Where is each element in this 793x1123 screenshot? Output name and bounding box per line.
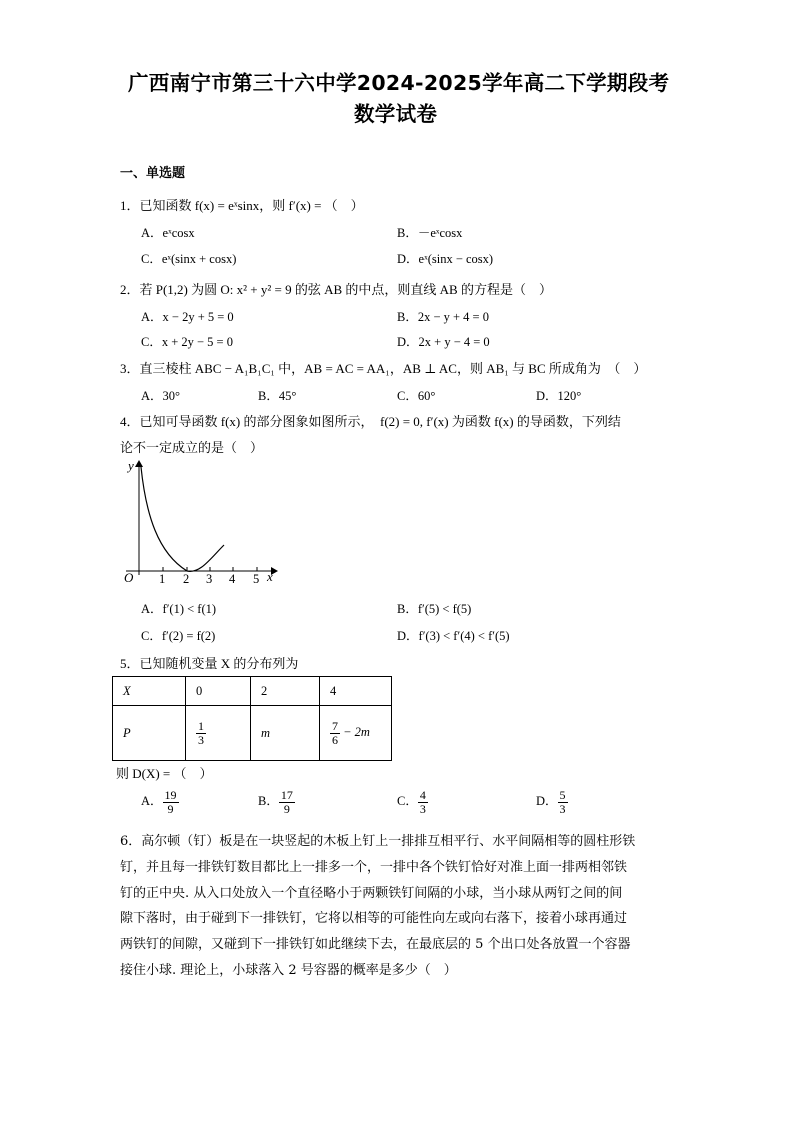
question-1-option-c: C．eˣ(sinx + cosx) bbox=[141, 252, 237, 266]
question-5-option-d bbox=[536, 789, 568, 815]
distribution-table bbox=[112, 676, 392, 761]
tick-label-2: 2 bbox=[183, 572, 190, 586]
table-cell: X bbox=[113, 677, 186, 706]
y-axis-label: y bbox=[128, 458, 134, 473]
fraction bbox=[418, 789, 428, 815]
question-3-option-a: A．30° bbox=[141, 389, 181, 403]
denominator: 3 bbox=[559, 801, 566, 816]
x-axis-label: x bbox=[267, 569, 273, 584]
table-cell: P bbox=[113, 706, 186, 761]
question-5-stem: 5．已知随机变量 X 的分布列为 bbox=[120, 656, 299, 671]
fraction bbox=[163, 789, 179, 815]
question-3-option-b: B．45° bbox=[258, 389, 297, 403]
question-1-option-a: A．eˣcosx bbox=[141, 226, 195, 240]
question-6-line: 接住小球. 理论上，小球落入 2 号容器的概率是多少（ ） bbox=[120, 963, 457, 978]
question-3-option-c: C．60° bbox=[397, 389, 436, 403]
table-cell: m bbox=[251, 706, 320, 761]
denominator: 3 bbox=[198, 732, 204, 747]
option-label: B． bbox=[258, 793, 279, 808]
question-5-after: 则 D(X) = （ ） bbox=[116, 766, 213, 781]
question-4-option-a: A．f′(1) < f(1) bbox=[141, 602, 217, 616]
question-5-option-b bbox=[258, 789, 295, 815]
question-1-option-b: B．－eˣcosx bbox=[397, 226, 463, 240]
question-6-line: 钉，并且每一排铁钉数目都比上一排多一个，一排中各个铁钉恰好对准上面一排两相邻铁 bbox=[120, 860, 628, 875]
numerator: 7 bbox=[332, 718, 338, 733]
numerator: 4 bbox=[419, 788, 426, 802]
function-curve bbox=[141, 467, 224, 571]
numerator: 19 bbox=[164, 788, 177, 802]
option-label: A． bbox=[141, 793, 163, 808]
section-heading: 一、单选题 bbox=[120, 166, 186, 181]
question-5-option-c bbox=[397, 789, 428, 815]
tick-label-4: 4 bbox=[229, 572, 236, 586]
question-2-option-a: A．x − 2y + 5 = 0 bbox=[141, 310, 234, 324]
question-1-stem: 1．已知函数 f(x) = eˣsinx，则 f′(x) = （ ） bbox=[120, 198, 364, 213]
exam-title-line1: 广西南宁市第三十六中学2024-2025学年高二下学期段考 bbox=[128, 71, 670, 95]
table-cell: 0 bbox=[186, 677, 251, 706]
question-2-option-c: C．x + 2y − 5 = 0 bbox=[141, 335, 233, 349]
question-4-stem-line1: 4．已知可导函数 f(x) 的部分图象如图所示， f(2) = 0, f′(x) 为函数 f(x) 的导函数，下列结 bbox=[120, 414, 621, 429]
question-4-stem-line2: 论不一定成立的是（ ） bbox=[120, 440, 264, 455]
fraction bbox=[330, 720, 340, 746]
question-4-option-d: D．f′(3) < f′(4) < f′(5) bbox=[397, 629, 510, 643]
fraction bbox=[558, 789, 568, 815]
expression-tail: − 2m bbox=[343, 724, 370, 739]
table-row bbox=[113, 677, 392, 706]
denominator: 3 bbox=[419, 801, 426, 816]
question-6-line: 钉的正中央. 从入口处放入一个直径略小于两颗铁钉间隔的小球，当小球从两钉之间的间 bbox=[120, 886, 623, 901]
exam-title-line2: 数学试卷 bbox=[354, 102, 438, 126]
question-4-option-b: B．f′(5) < f(5) bbox=[397, 602, 472, 616]
tick-label-3: 3 bbox=[206, 572, 213, 586]
question-3-stem: 3．直三棱柱 ABC − A₁B₁C₁ 中，AB = AC = AA₁，AB ⊥ AC，则 AB₁ 与 BC 所成角为 （ ） bbox=[120, 361, 647, 376]
denominator: 6 bbox=[332, 732, 338, 747]
function-graph bbox=[112, 455, 282, 595]
table-cell bbox=[320, 706, 392, 761]
denominator: 9 bbox=[283, 801, 290, 816]
question-2-option-b: B．2x − y + 4 = 0 bbox=[397, 310, 489, 324]
question-2-option-d: D．2x + y − 4 = 0 bbox=[397, 335, 490, 349]
table-cell: 4 bbox=[320, 677, 392, 706]
tick-label-5: 5 bbox=[253, 572, 260, 586]
origin-label: O bbox=[124, 570, 134, 585]
table-cell: 2 bbox=[251, 677, 320, 706]
question-6-line: 两铁钉的间隙，又碰到下一排铁钉如此继续下去，在最底层的 5 个出口处各放置一个容器 bbox=[120, 937, 631, 952]
tick-label-1: 1 bbox=[159, 572, 166, 586]
denominator: 9 bbox=[167, 801, 174, 816]
numerator: 5 bbox=[559, 788, 566, 802]
numerator: 17 bbox=[280, 788, 293, 802]
question-6-line: 6．高尔顿（钉）板是在一块竖起的木板上钉上一排排互相平行、水平间隔相等的圆柱形铁 bbox=[120, 834, 636, 849]
numerator: 1 bbox=[198, 718, 204, 733]
option-label: C． bbox=[397, 793, 418, 808]
question-2-stem: 2．若 P(1,2) 为圆 O: x² + y² = 9 的弦 AB 的中点，则直线 AB 的方程是（ ） bbox=[120, 282, 552, 297]
table-cell bbox=[186, 706, 251, 761]
question-3-option-d: D．120° bbox=[536, 389, 582, 403]
question-6-line: 隙下落时，由于碰到下一排铁钉，它将以相等的可能性向左或向右落下，接着小球再通过 bbox=[120, 911, 628, 926]
fraction bbox=[279, 789, 295, 815]
question-1-option-d: D．eˣ(sinx − cosx) bbox=[397, 252, 494, 266]
question-5-option-a bbox=[141, 789, 179, 815]
question-4-option-c: C．f′(2) = f(2) bbox=[141, 629, 216, 643]
table-row bbox=[113, 706, 392, 761]
option-label: D． bbox=[536, 793, 558, 808]
fraction bbox=[196, 720, 206, 746]
